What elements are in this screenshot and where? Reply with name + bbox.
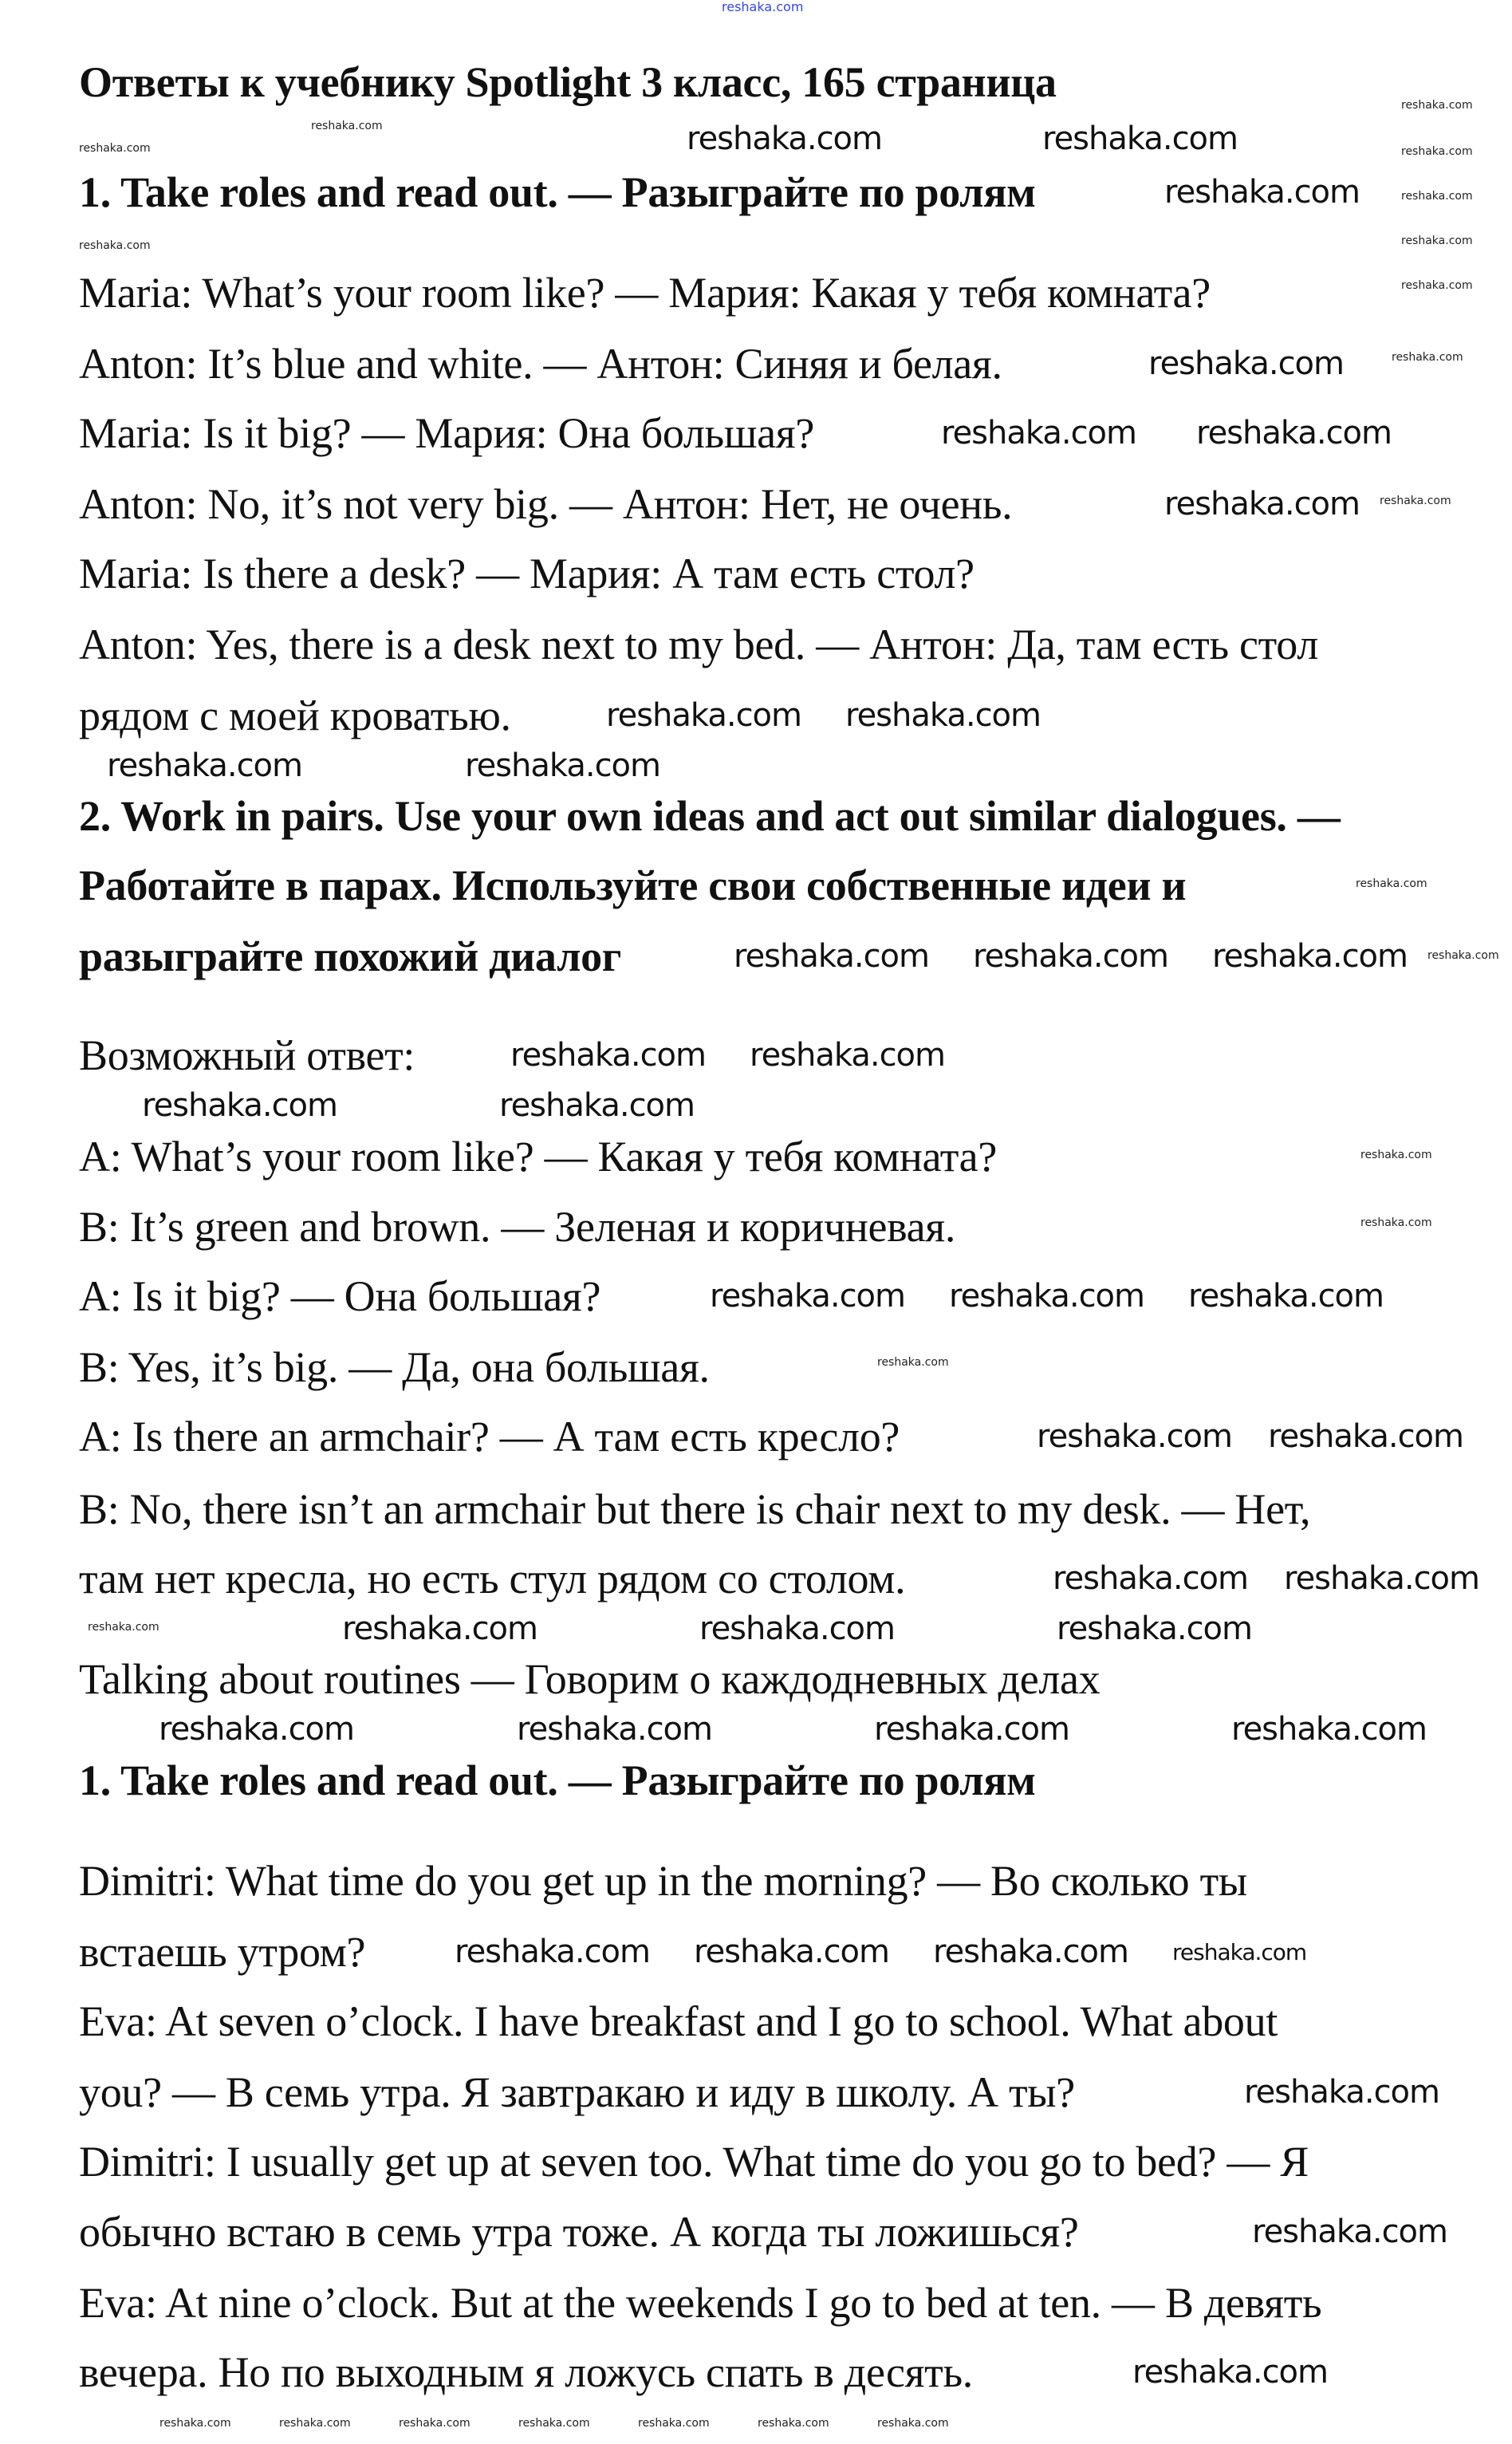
section2-heading: разыграйте похожий диалог (79, 932, 622, 980)
watermark: reshaka.com (606, 697, 801, 734)
dialogue-line: Maria: What’s your room like? — Мария: Какая у тебя комната? (79, 269, 1211, 317)
watermark: reshaka.com (159, 1711, 354, 1748)
dialogue-line: вечера. Но по выходным я ложусь спать в десять. (79, 2348, 974, 2396)
dialogue-line: Eva: At nine o’clock. But at the weekends I go to bed at ten. — В девять (79, 2279, 1322, 2327)
watermark: reshaka.com (710, 1278, 905, 1315)
watermark-small: reshaka.com (159, 2417, 231, 2430)
dialogue-line: B: No, there isn’t an armchair but there is chair next to my desk. — Нет, (79, 1485, 1311, 1533)
section1-heading: 1. Take roles and read out. — Разыграйте по ролям (79, 168, 1036, 216)
dialogue-line: you? — В семь утра. Я завтракаю и иду в школу. А ты? (79, 2068, 1075, 2116)
dialogue-line: A: Is there an armchair? — А там есть кресло? (79, 1413, 900, 1460)
watermark: reshaka.com (687, 120, 882, 157)
watermark-small: reshaka.com (399, 2417, 471, 2430)
watermark: reshaka.com (1053, 1560, 1248, 1597)
dialogue-line: A: What’s your room like? — Какая у тебя комната? (79, 1133, 998, 1181)
watermark: reshaka.com (1164, 486, 1360, 522)
watermark: reshaka.com (949, 1278, 1144, 1315)
dialogue-line: B: It’s green and brown. — Зеленая и коричневая. (79, 1203, 956, 1251)
watermark-small: reshaka.com (1401, 145, 1473, 158)
dialogue-line: Dimitri: I usually get up at seven too. What time do you go to bed? — Я (79, 2138, 1309, 2186)
watermark-small: reshaka.com (1401, 190, 1473, 203)
dialogue-line: Anton: Yes, there is a desk next to my bed. — Антон: Да, там есть стол (79, 621, 1318, 668)
watermark-link[interactable]: reshaka.com (722, 0, 804, 14)
watermark: reshaka.com (517, 1711, 712, 1748)
watermark: reshaka.com (874, 1711, 1069, 1748)
watermark: reshaka.com (510, 1037, 706, 1074)
watermark: reshaka.com (694, 1934, 889, 1970)
watermark: reshaka.com (845, 697, 1041, 734)
watermark: reshaka.com (455, 1934, 650, 1970)
watermark-small: reshaka.com (1360, 1216, 1432, 1229)
watermark-small: reshaka.com (877, 1356, 949, 1369)
watermark-small: reshaka.com (311, 120, 383, 132)
watermark-small: reshaka.com (88, 1621, 159, 1634)
dialogue-line: Eva: At seven o’clock. I have breakfast and I go to school. What about (79, 1997, 1278, 2045)
watermark: reshaka.com (1231, 1711, 1427, 1748)
watermark: reshaka.com (1268, 1418, 1463, 1455)
dialogue-line: A: Is it big? — Она большая? (79, 1272, 601, 1320)
dialogue-line: Anton: It’s blue and white. — Антон: Синяя и белая. (79, 340, 1002, 388)
watermark-small: reshaka.com (1360, 1149, 1432, 1161)
watermark: reshaka.com (1057, 1610, 1252, 1647)
section3-subtitle: Talking about routines — Говорим о каждодневных делах (79, 1655, 1101, 1703)
dialogue-line: Dimitri: What time do you get up in the morning? — Во сколько ты (79, 1857, 1247, 1905)
watermark: reshaka.com (941, 415, 1136, 451)
dialogue-line: B: Yes, it’s big. — Да, она большая. (79, 1343, 710, 1391)
watermark: reshaka.com (973, 938, 1168, 975)
watermark: reshaka.com (1172, 1939, 1307, 1965)
watermark: reshaka.com (699, 1610, 895, 1647)
watermark-small: reshaka.com (1356, 877, 1427, 890)
dialogue-line: Maria: Is there a desk? — Мария: А там есть стол? (79, 550, 975, 597)
watermark-small: reshaka.com (1380, 495, 1451, 507)
watermark-small: reshaka.com (1392, 351, 1463, 364)
watermark-small: reshaka.com (279, 2417, 351, 2430)
watermark: reshaka.com (107, 747, 302, 784)
section2-heading: 2. Work in pairs. Use your own ideas and act out similar dialogues. — (79, 792, 1341, 840)
page-title: Ответы к учебнику Spotlight 3 класс, 165 страница (79, 58, 1057, 106)
watermark: reshaka.com (1212, 938, 1408, 975)
watermark: reshaka.com (933, 1934, 1128, 1970)
section3-heading: 1. Take roles and read out. — Разыграйте по ролям (79, 1756, 1036, 1804)
watermark-small: reshaka.com (1401, 235, 1473, 247)
watermark: reshaka.com (499, 1087, 695, 1124)
watermark-small: reshaka.com (518, 2417, 590, 2430)
dialogue-line: там нет кресла, но есть стул рядом со столом. (79, 1555, 906, 1602)
watermark: reshaka.com (734, 938, 929, 975)
watermark: reshaka.com (1037, 1418, 1232, 1455)
watermark: reshaka.com (142, 1087, 337, 1124)
watermark-small: reshaka.com (1401, 99, 1473, 112)
watermark: reshaka.com (1042, 120, 1238, 157)
dialogue-line: обычно встаю в семь утра тоже. А когда ты ложишься? (79, 2208, 1079, 2256)
watermark: reshaka.com (1132, 2354, 1328, 2391)
watermark: reshaka.com (465, 747, 660, 784)
watermark: reshaka.com (1164, 174, 1360, 211)
watermark-small: reshaka.com (638, 2417, 710, 2430)
watermark: reshaka.com (1284, 1560, 1479, 1597)
watermark-small: reshaka.com (79, 142, 151, 155)
watermark: reshaka.com (1148, 345, 1344, 382)
watermark-small: reshaka.com (877, 2417, 949, 2430)
watermark: reshaka.com (342, 1610, 537, 1647)
dialogue-line: рядом с моей кроватью. (79, 692, 511, 739)
watermark: reshaka.com (1252, 2213, 1447, 2250)
watermark-small: reshaka.com (1427, 949, 1499, 962)
section2-heading: Работайте в парах. Используйте свои собственные идеи и (79, 861, 1187, 909)
watermark: reshaka.com (750, 1037, 945, 1074)
possible-answer-label: Возможный ответ: (79, 1031, 415, 1079)
dialogue-line: Maria: Is it big? — Мария: Она большая? (79, 409, 814, 457)
dialogue-line: Anton: No, it’s not very big. — Антон: Нет, не очень. (79, 480, 1013, 528)
watermark-small: reshaka.com (79, 239, 151, 252)
watermark: reshaka.com (1196, 415, 1392, 451)
watermark: reshaka.com (1188, 1278, 1384, 1315)
watermark: reshaka.com (1244, 2074, 1439, 2111)
dialogue-line: встаешь утром? (79, 1928, 366, 1976)
watermark-small: reshaka.com (758, 2417, 829, 2430)
watermark-small: reshaka.com (1401, 279, 1473, 292)
